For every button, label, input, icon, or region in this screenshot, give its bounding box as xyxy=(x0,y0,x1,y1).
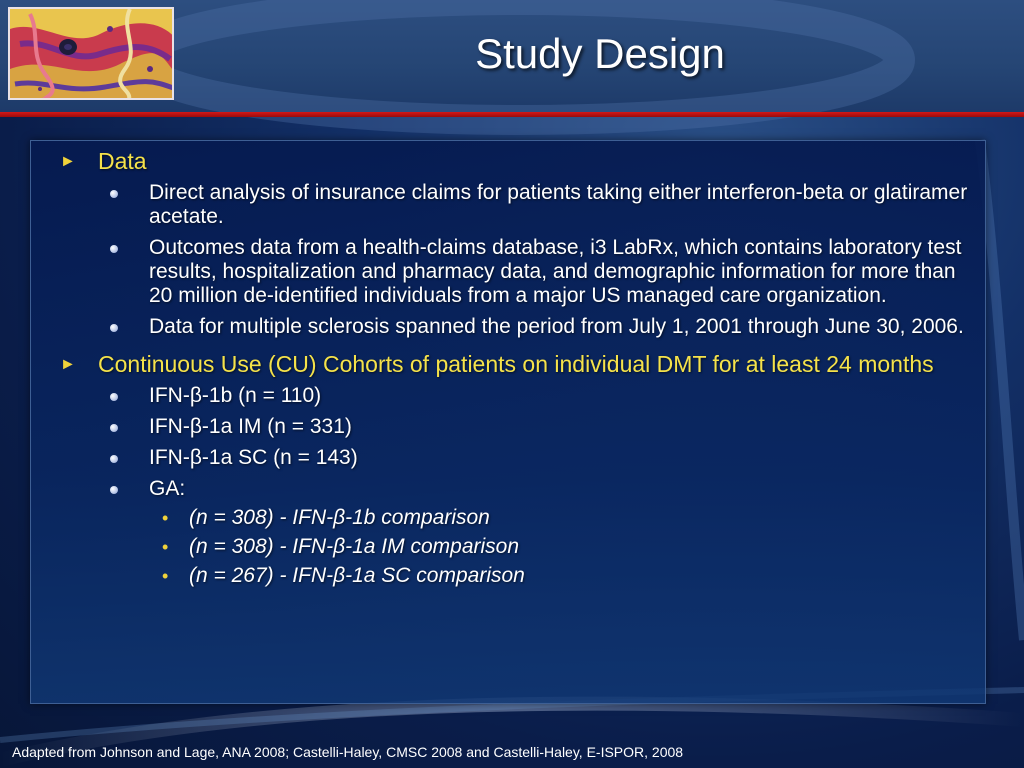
dot-icon xyxy=(110,190,118,198)
list-item-text: Data for multiple sclerosis spanned the period from July 1, 2001 through June 30, 2006. xyxy=(149,315,964,338)
section-data xyxy=(60,148,970,174)
list-item xyxy=(60,181,970,229)
sub-list-item-text: (n = 308) - IFN-β-1a IM comparison xyxy=(189,535,520,558)
sub-list-item xyxy=(60,506,970,530)
list-item xyxy=(60,477,970,501)
list-item-text: GA: xyxy=(149,477,186,500)
list-item-text: IFN-β-1b (n = 110) xyxy=(149,384,322,407)
bullet-list xyxy=(60,148,970,588)
dot-icon xyxy=(110,455,118,463)
list-item-text: IFN-β-1a SC (n = 143) xyxy=(149,446,358,469)
list-item-text: Outcomes data from a health-claims database, i3 LabRx, which contains laboratory test results, hospitalization and pharmacy data, and demographic information for more than 20 million de-identified individuals from a major US managed care organization. xyxy=(149,236,962,307)
list-item xyxy=(60,384,970,408)
section-cohorts xyxy=(60,351,970,377)
sub-list-item xyxy=(60,564,970,588)
list-item xyxy=(60,315,970,339)
section-label: Data xyxy=(98,148,147,174)
small-dot-icon: • xyxy=(162,537,169,557)
list-item-text: Direct analysis of insurance claims for patients taking either interferon-beta or glatiramer acetate. xyxy=(149,181,968,228)
histology-thumbnail xyxy=(8,7,174,100)
sub-list-item-text: (n = 308) - IFN-β-1b comparison xyxy=(189,506,490,529)
list-item xyxy=(60,446,970,470)
small-dot-icon: • xyxy=(162,566,169,586)
list-item-text: IFN-β-1a IM (n = 331) xyxy=(149,415,352,438)
list-item xyxy=(60,415,970,439)
section-label: Continuous Use (CU) Cohorts of patients on individual DMT for at least 24 months xyxy=(98,351,934,377)
small-dot-icon: • xyxy=(162,508,169,528)
dot-icon xyxy=(110,424,118,432)
slide-title: Study Design xyxy=(475,30,725,77)
dot-icon xyxy=(110,245,118,253)
list-item xyxy=(60,236,970,308)
dot-icon xyxy=(110,393,118,401)
arrow-right-icon: ► xyxy=(60,153,76,170)
dot-icon xyxy=(110,486,118,494)
sub-list-item xyxy=(60,535,970,559)
citation-footer: Adapted from Johnson and Lage, ANA 2008; Castelli-Haley, CMSC 2008 and Castelli-Haley, E-ISPOR, 2008 xyxy=(12,744,684,760)
header-divider xyxy=(0,112,1024,117)
arrow-right-icon: ► xyxy=(60,356,76,373)
histology-image-icon xyxy=(10,9,174,100)
dot-icon xyxy=(110,324,118,332)
sub-list-item-text: (n = 267) - IFN-β-1a SC comparison xyxy=(189,564,525,587)
